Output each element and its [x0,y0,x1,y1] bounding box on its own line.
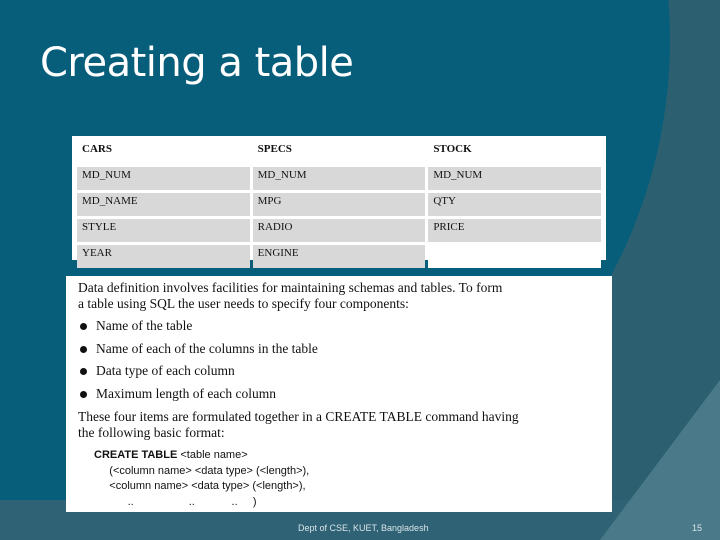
table-cell: MPG [253,193,426,216]
table-header-cell: STOCK [428,141,601,164]
table-cell: QTY [428,193,601,216]
code-line: .. .. .. ) [94,495,257,508]
table-cell: MD_NUM [253,167,426,190]
bullet-icon [80,391,87,398]
list-item-label: Data type of each column [96,363,235,378]
table-cell: PRICE [428,219,601,242]
slide-title: Creating a table [40,40,354,86]
slide-footer: Dept of CSE, KUET, Bangladesh [298,523,429,533]
outro-paragraph [78,409,608,441]
table-row [77,219,601,242]
code-keyword: CREATE TABLE [94,449,178,461]
table-cell: MD_NUM [77,167,250,190]
bullet-icon [80,346,87,353]
bullet-icon [80,323,87,330]
code-line: <column name> <data type> (<length>), [94,480,306,492]
list-item [78,386,318,409]
code-line: (<column name> <data type> (<length>), [94,464,310,477]
list-item-label: Name of the table [96,318,193,333]
list-item [78,341,318,364]
code-line [94,448,309,464]
table-header-cell: CARS [77,141,250,164]
table-cell: RADIO [253,219,426,242]
table-cell: MD_NUM [428,167,601,190]
table-cell: YEAR [77,245,250,268]
outro-line: These four items are formulated together in a CREATE TABLE command having [78,409,519,424]
intro-line: Data definition involves facilities for maintaining schemas and tables. To form [78,280,503,295]
background-corner-shape [600,380,720,540]
table-header-row [77,141,601,164]
components-list [78,318,318,408]
outro-line: the following basic format: [78,425,225,440]
table-row [77,193,601,216]
page-number: 15 [692,523,703,533]
table-cell: ENGINE [253,245,426,268]
table-cell: STYLE [77,219,250,242]
list-item-label: Name of each of the columns in the table [96,340,318,356]
intro-line: a table using SQL the user needs to specify four components: [78,296,409,311]
bullet-icon [80,368,87,375]
table-row [77,167,601,190]
table-header-cell: SPECS [253,141,426,164]
table-row [77,245,601,268]
create-table-syntax [94,448,309,510]
code-text: <table name> [177,449,248,461]
list-item-label: Maximum length of each column [96,385,276,401]
text-image-panel [66,276,612,512]
table-cell [428,245,601,268]
table-cell: MD_NAME [77,193,250,216]
list-item [78,363,318,386]
intro-paragraph [78,280,608,312]
list-item [78,318,318,341]
schema-table [74,138,604,271]
schema-table-image [72,136,606,260]
